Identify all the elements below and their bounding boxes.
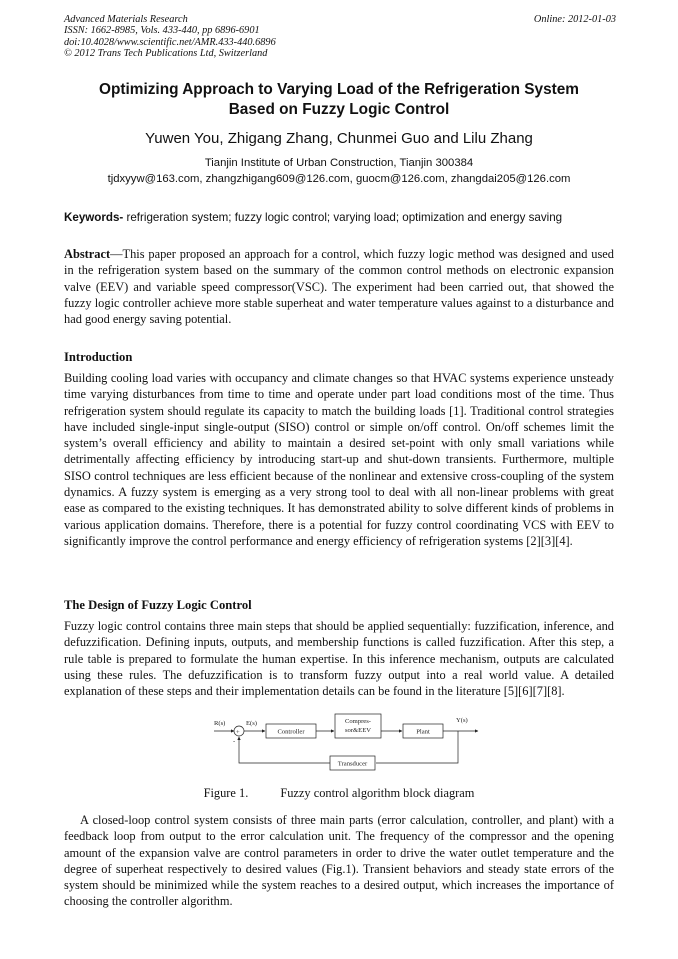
keywords-text: refrigeration system; fuzzy logic control; varying load; optimization and energy saving [123,211,563,224]
compressor-label-2: sor&EEV [344,727,372,734]
transducer-label: Transducer [337,760,368,768]
introduction-paragraph: Building cooling load varies with occupancy and climate changes so that HVAC systems experience unsteady time varying disturbances from time to time and operate under part load conditions most of the time. Thus refrigeration system should regulate its capacity to match the building loads [1]. Traditional control strategies have included single-input single-output (SISO) control or simple on/off control. On/off schemes limit the system’s overall efficiency and ability to maintain a desired set-point with only small variations while detrimentally affecting efficiency by introducing start-up and shut-down transients. Furthermore, multiple SISO control techniques are less efficient because of the nonlinear and extensive cross-coupling of the system dynamics. A fuzzy system is emerging as a very strong tool to deal with all non-linear problems with great ease as compared to the existing techniques. It has demonstrated ability to solve different kinds of problems in various application domains. Therefore, there is a potential for fuzzy control coordinating VCS with EEV to significantly improve the control performance and energy efficiency of refrigeration systems [2][3][4]. [64,371,614,548]
abstract-paragraph [64,246,614,327]
block-diagram [210,708,486,778]
compressor-label-1: Compres- [344,718,372,725]
introduction-heading: Introduction [64,350,133,364]
title-line-2: Based on Fuzzy Logic Control [228,101,450,118]
closing-paragraph: A closed-loop control system consists of three main parts (error calculation, controller, and plant) with a feedback loop from output to the error calculation unit. The frequency of the compressor and the opening amount of the expansion valve are control parameters in order to drive the water outlet temperature and the degree of superheat respectively to desired values (Fig.1). Transient behaviors and steady state errors of the system should be minimized while the system reaches to a desired output, which increases the importance of choosing the controller algorithm. [64,813,614,909]
keywords [64,210,620,225]
paper-title [64,80,614,120]
issn-line: ISSN: 1662-8985, Vols. 433-440, pp 6896-6901 [64,25,260,37]
author-emails: tjdxyyw@163.com, zhangzhigang609@126.com, guocm@126.com, zhangdai205@126.com [107,172,571,185]
controller-label: Controller [277,728,305,736]
journal-header [64,14,616,60]
design-paragraph: Fuzzy logic control contains three main steps that should be applied sequentially: fuzzification, inference, and defuzzification. Defining inputs, outputs, and membership functions is called fuzzification. After this step, a rule table is prepared to formulate the human expertise. In this inference mechanism, outputs are calculated using these rules. The defuzzification is to transform fuzzy output into a real world value. A detailed explanation of these steps and their implementation details can be found in the literature [5][6][7][8]. [64,619,614,699]
input-label: R(s) [214,720,226,727]
affiliation: Tianjin Institute of Urban Construction, Tianjin 300384 [204,157,474,169]
feedback-return [239,737,330,763]
plus-sign: + [236,729,240,736]
online-date: Online: 2012-01-03 [533,14,616,25]
figure-label: Figure 1. [203,786,249,800]
minus-sign: - [233,738,236,745]
figure-caption [64,785,614,801]
design-heading: The Design of Fuzzy Logic Control [64,598,252,612]
journal-name: Advanced Materials Research [64,14,188,25]
error-label: E(s) [246,720,257,727]
keywords-label: Keywords- [64,211,124,224]
output-label: Y(s) [456,717,468,724]
copyright-line: © 2012 Trans Tech Publications Ltd, Switzerland [64,48,268,60]
figure-title: Fuzzy control algorithm block diagram [280,786,475,800]
abstract-label: Abstract [64,247,111,261]
author-list: Yuwen You, Zhigang Zhang, Chunmei Guo and Lilu Zhang [145,130,533,147]
doi-line: doi:10.4028/www.scientific.net/AMR.433-440.6896 [64,36,276,48]
abstract-text: —This paper proposed an approach for a control, which fuzzy logic method was designed and used in the refrigeration system based on the summary of the common control methods on electronic expansion valve (EEV) and variable speed compressor(VSC). The experiment had been carried out, that showed the fuzzy logic controller achieve more stable superheat and water temperature values against to a disturbance and had good energy saving potential. [64,247,614,327]
feedback-path [376,728,458,763]
affiliation-block [30,156,648,187]
plant-label: Plant [416,728,430,736]
title-line-1: Optimizing Approach to Varying Load of the Refrigeration System [98,81,579,98]
